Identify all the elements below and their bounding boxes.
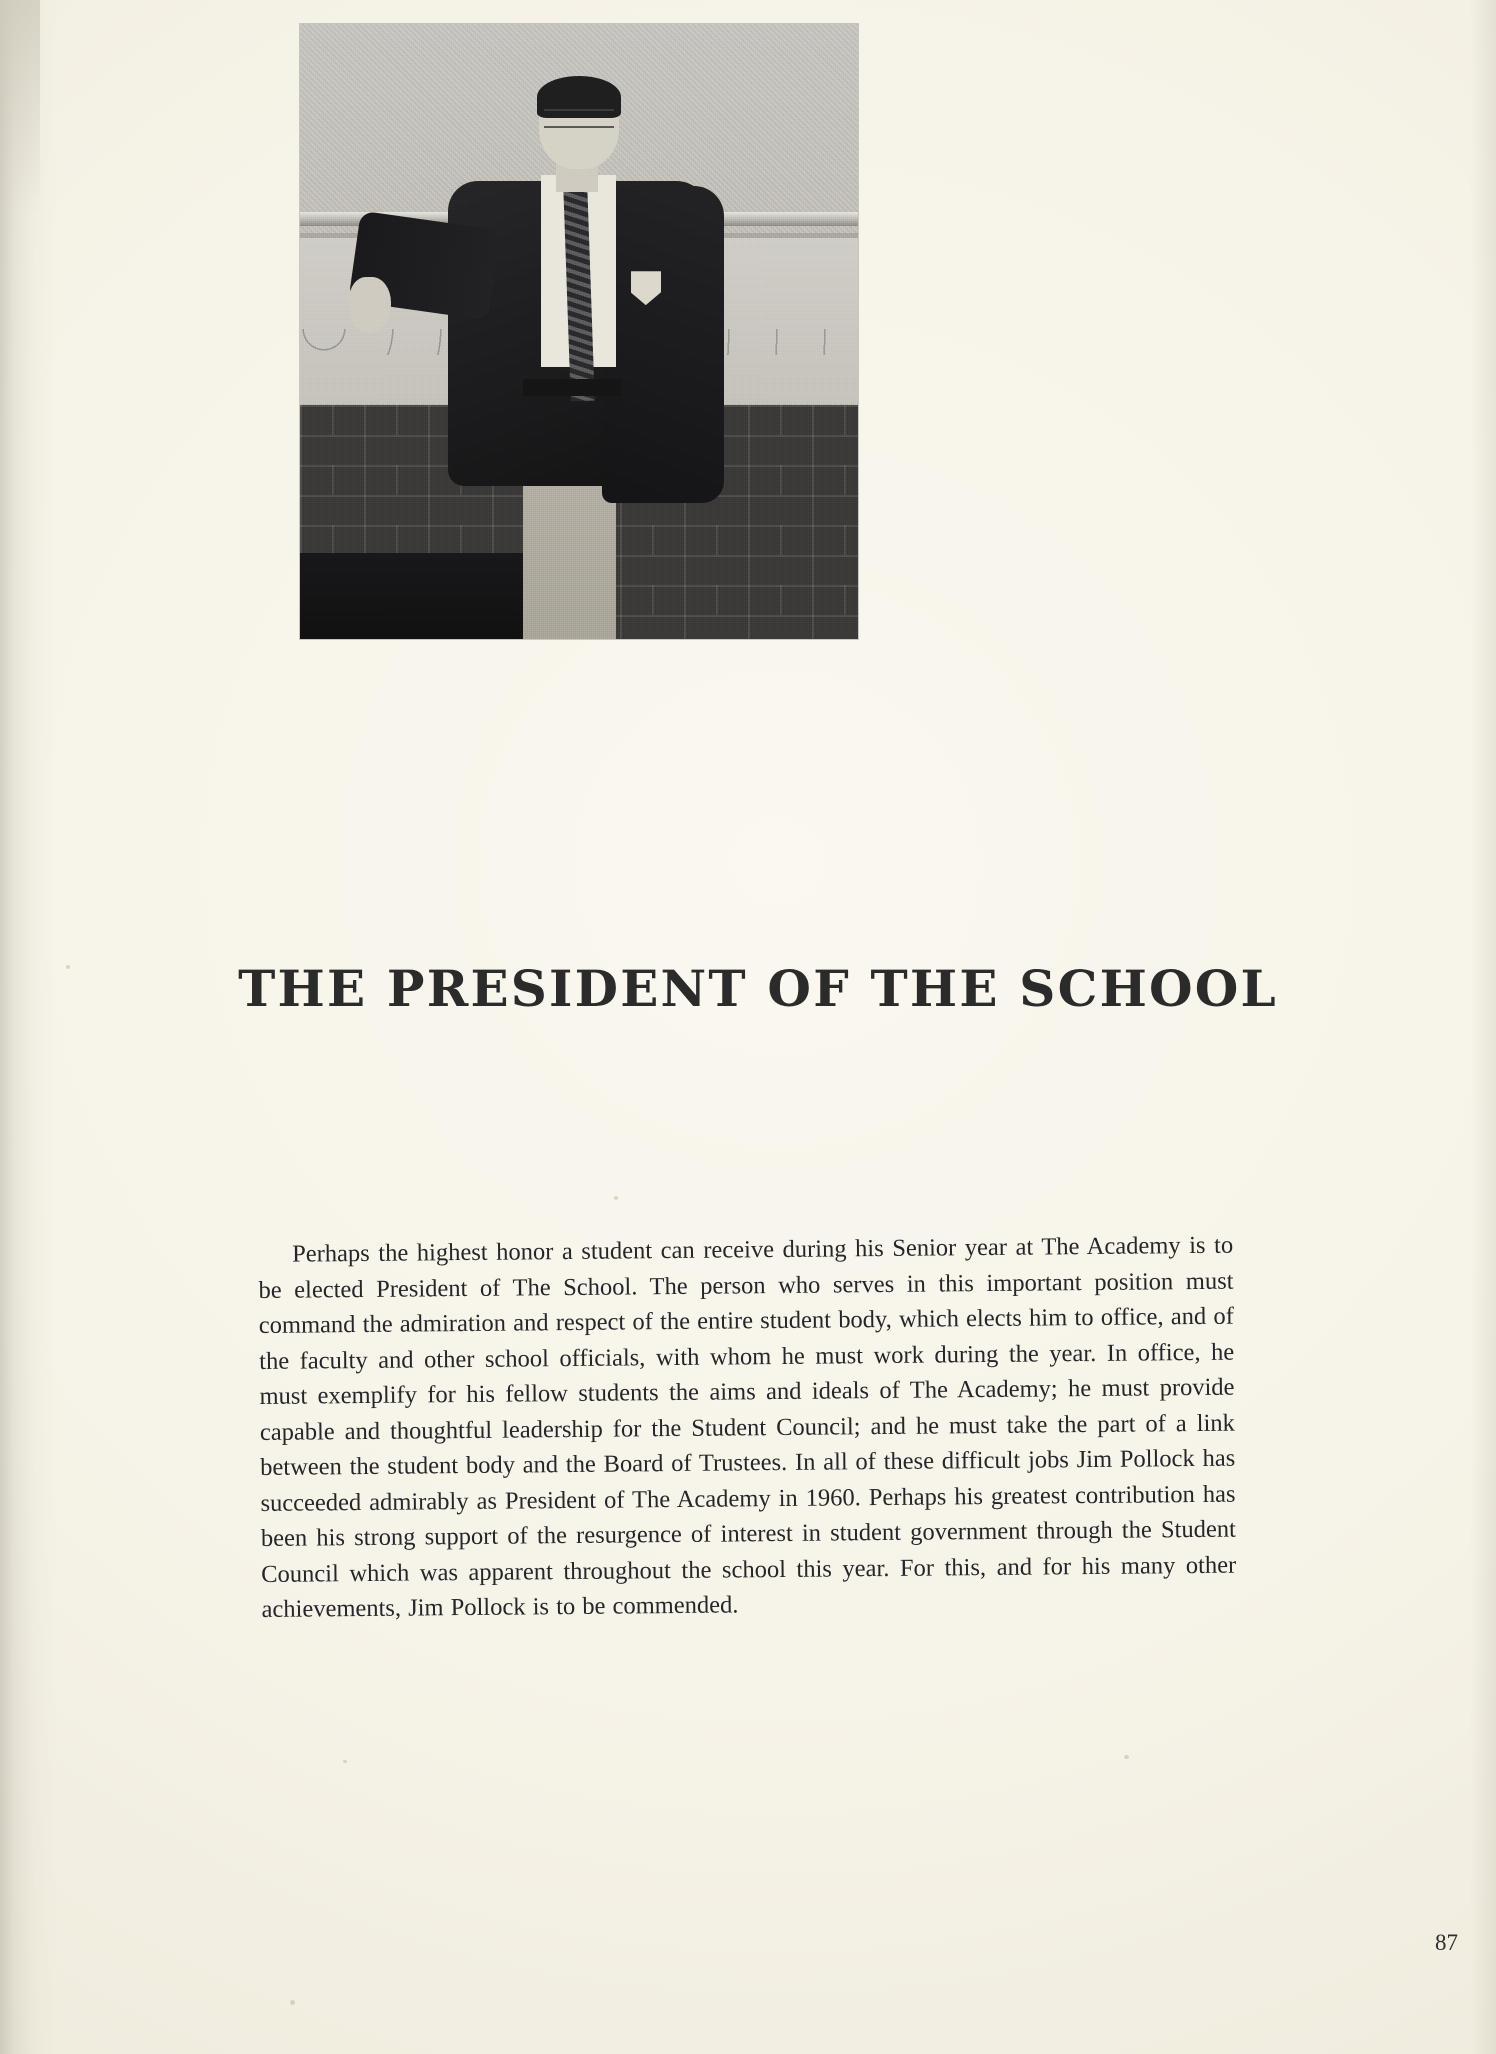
scan-speck: [66, 965, 70, 969]
scan-edge-top: [0, 0, 40, 215]
page-title: THE PRESIDENT OF THE SCHOOL: [238, 958, 1278, 1018]
scan-speck: [290, 2000, 295, 2005]
body-paragraph: Perhaps the highest honor a student can receive during his Senior year at The Academy is to be elected President of The School. The person who serves in this important position must command the admiration and respect of the entire student body, which elects him to office, and of the faculty and other school officials, with whom he must work during the year. In office, he must exemplify for his fellow students the aims and ideals of The Academy; he must provide capable and thoughtful leadership for the Student Council; and he must take the part of a link between the student body and the Board of Trustees. In all of these difficult jobs Jim Pollock has succeeded admirably as President of The Academy in 1960. Perhaps his greatest contribution has been his strong support of the resurgence of interest in student government through the Student Council which was apparent throughout the school this year. For this, and for his many other achievements, Jim Pollock is to be commended.: [258, 1231, 1237, 1623]
scan-speck: [614, 1196, 618, 1200]
figure-blazer-right: [602, 186, 724, 503]
scan-binding-shadow: [0, 0, 58, 2054]
page-number: 87: [1435, 1930, 1458, 1955]
figure-hand: [349, 277, 391, 334]
scan-speck: [343, 1760, 347, 1763]
figure-eyeglasses: [544, 109, 614, 128]
figure-belt: [523, 379, 621, 396]
photo-subject-figure: [345, 73, 814, 639]
president-photo: [300, 24, 858, 639]
scan-speck: [1124, 1755, 1129, 1759]
photo-frame: [300, 24, 858, 639]
scan-edge-right: [1470, 0, 1496, 2054]
